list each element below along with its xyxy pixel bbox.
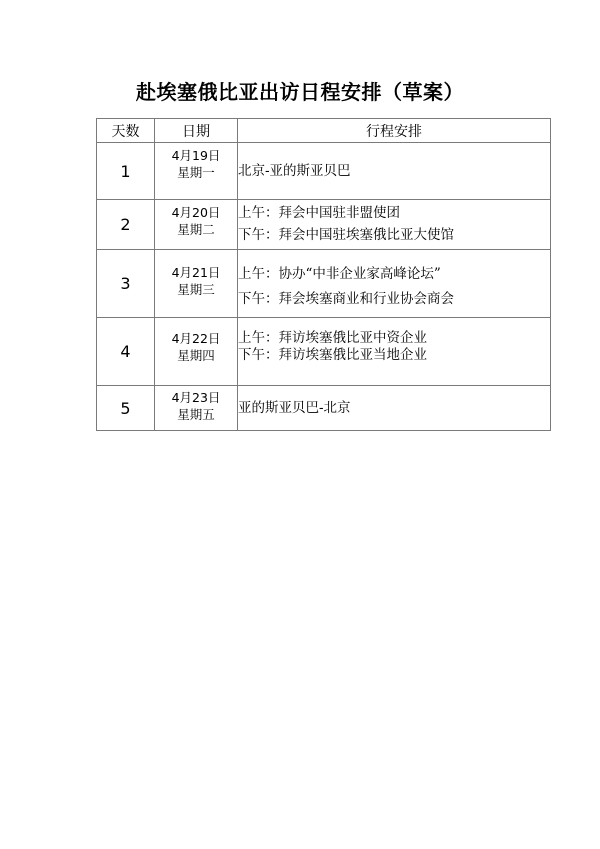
document-title: 赴埃塞俄比亚出访日程安排（草案）	[136, 80, 464, 104]
schedule-table	[96, 118, 551, 431]
date-text: 4月23日	[171, 390, 221, 405]
header-day: 天数	[97, 119, 155, 143]
plan-line: 上午：拜会中国驻非盟使团	[238, 205, 400, 221]
day-number: 3	[97, 250, 155, 318]
weekday-text: 星期四	[177, 348, 215, 363]
date-text: 4月21日	[171, 265, 221, 280]
day-number: 5	[97, 386, 155, 431]
weekday-text: 星期三	[177, 282, 215, 297]
date-cell	[155, 318, 238, 386]
weekday-text: 星期一	[177, 165, 215, 180]
plan-cell	[238, 143, 551, 200]
date-text: 4月22日	[171, 331, 221, 346]
plan-line: 下午：拜会埃塞商业和行业协会商会	[238, 291, 454, 307]
date-text: 4月19日	[171, 148, 221, 163]
plan-line: 下午：拜访埃塞俄比亚当地企业	[238, 347, 427, 363]
plan-line: 北京-亚的斯亚贝巴	[238, 162, 351, 179]
plan-line: 亚的斯亚贝巴-北京	[238, 399, 351, 416]
date-text: 4月20日	[171, 205, 221, 220]
date-cell	[155, 200, 238, 250]
day-number: 2	[97, 200, 155, 250]
table-row	[97, 250, 551, 318]
plan-line: 下午：拜会中国驻埃塞俄比亚大使馆	[238, 227, 454, 243]
table-header-row	[97, 119, 551, 143]
date-cell	[155, 143, 238, 200]
date-cell	[155, 250, 238, 318]
plan-cell	[238, 386, 551, 431]
header-plan: 行程安排	[238, 119, 551, 143]
weekday-text: 星期五	[177, 407, 215, 422]
table-row	[97, 318, 551, 386]
weekday-text: 星期二	[177, 222, 215, 237]
plan-line: 上午：协办“中非企业家高峰论坛”	[238, 266, 441, 282]
table-row	[97, 200, 551, 250]
table-row	[97, 143, 551, 200]
table-row	[97, 386, 551, 431]
day-number: 1	[97, 143, 155, 200]
plan-cell	[238, 318, 551, 386]
plan-cell	[238, 200, 551, 250]
day-number: 4	[97, 318, 155, 386]
header-date: 日期	[155, 119, 238, 143]
plan-cell	[238, 250, 551, 318]
date-cell	[155, 386, 238, 431]
plan-line: 上午：拜访埃塞俄比亚中资企业	[238, 330, 427, 346]
